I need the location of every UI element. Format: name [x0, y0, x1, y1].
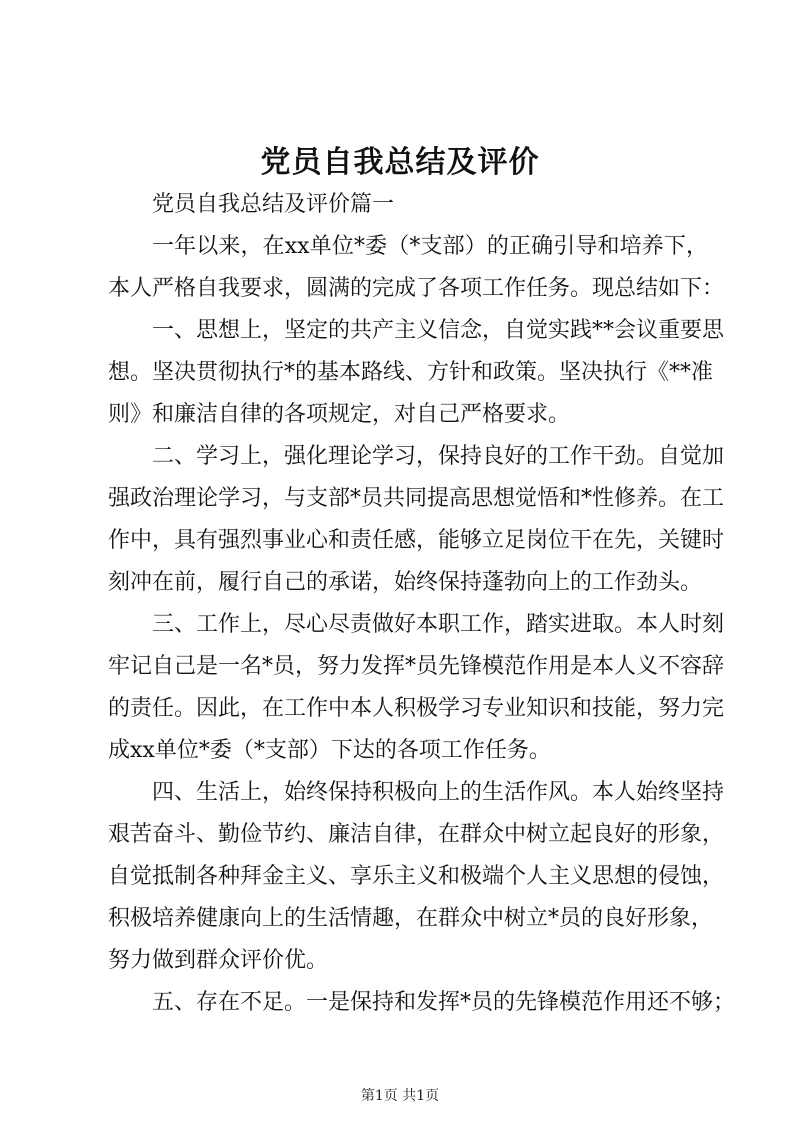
paragraph: [108, 184, 708, 226]
paragraph-line: 三、工作上，尽心尽责做好本职工作，踏实进取。本人时刻: [152, 612, 725, 637]
paragraph-line: 自觉抵制各种拜金主义、享乐主义和极端个人主义思想的侵蚀，: [108, 864, 725, 889]
document-title: 党员自我总结及评价: [260, 145, 540, 180]
paragraph-line: 则》和廉洁自律的各项规定，对自己严格要求。: [108, 402, 571, 427]
paragraph-line: 想。坚决贯彻执行*的基本路线、方针和政策。坚决执行《**准: [108, 360, 714, 385]
paragraph-line: 作中，具有强烈事业心和责任感，能够立足岗位干在先，关键时: [108, 528, 725, 553]
paragraph-line: 一年以来，在xx单位*委（*支部）的正确引导和培养下，: [152, 234, 708, 259]
paragraph: [108, 772, 725, 982]
paragraph-line: 成xx单位*委（*支部）下达的各项工作任务。: [108, 738, 551, 763]
paragraph: [108, 226, 725, 310]
page-footer: 第1页 共1页: [360, 1088, 440, 1104]
paragraph-line: 努力做到群众评价优。: [108, 948, 329, 973]
paragraph-line: 艰苦奋斗、勤俭节约、廉洁自律，在群众中树立起良好的形象，: [108, 822, 725, 847]
paragraph: [108, 982, 736, 1024]
paragraph: [108, 310, 725, 436]
paragraph: [108, 436, 725, 604]
paragraph-line: 党员自我总结及评价篇一: [152, 192, 395, 217]
paragraph-line: 一、思想上，坚定的共产主义信念，自觉实践**会议重要思: [152, 318, 725, 343]
paragraph: [108, 604, 725, 772]
paragraph-line: 强政治理论学习，与支部*员共同提高思想觉悟和*性修养。在工: [108, 486, 725, 511]
paragraph-line: 刻冲在前，履行自己的承诺，始终保持蓬勃向上的工作劲头。: [108, 570, 703, 595]
document-body: [108, 184, 736, 1024]
paragraph-line: 二、学习上，强化理论学习，保持良好的工作干劲。自觉加: [152, 444, 725, 469]
paragraph-line: 本人严格自我要求，圆满的完成了各项工作任务。现总结如下：: [108, 276, 725, 301]
paragraph-line: 四、生活上，始终保持积极向上的生活作风。本人始终坚持: [152, 780, 725, 805]
paragraph-line: 牢记自己是一名*员，努力发挥*员先锋模范作用是本人义不容辞: [108, 654, 725, 679]
paragraph-line: 积极培养健康向上的生活情趣，在群众中树立*员的良好形象，: [108, 906, 714, 931]
paragraph-line: 五、存在不足。一是保持和发挥*员的先锋模范作用还不够；: [152, 990, 736, 1015]
paragraph-line: 的责任。因此，在工作中本人积极学习专业知识和技能，努力完: [108, 696, 725, 721]
